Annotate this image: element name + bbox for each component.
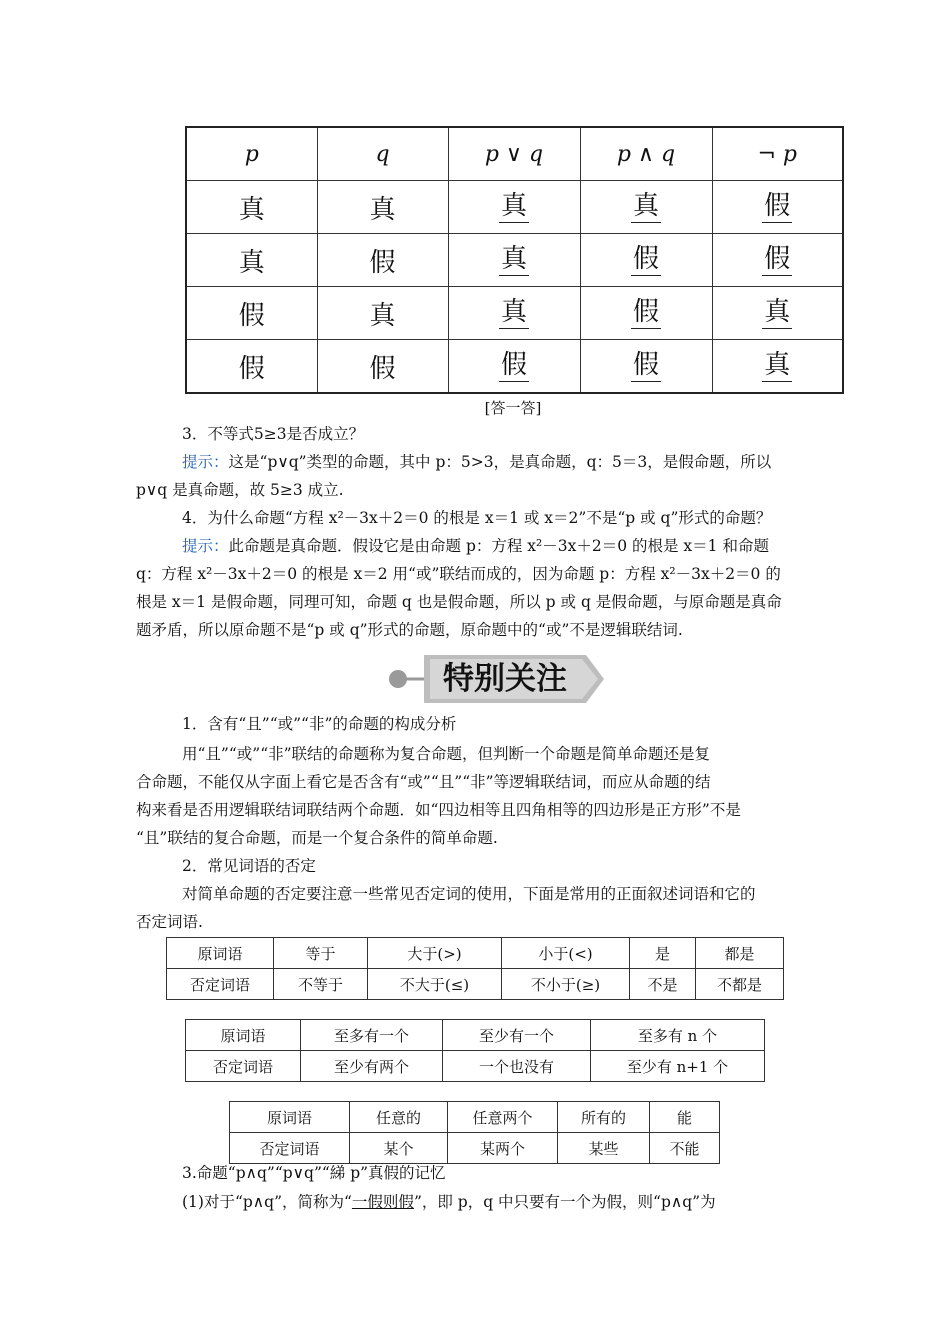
negation-table-2 <box>185 1019 765 1082</box>
answer-cell <box>580 234 712 287</box>
answer-value: 假 <box>500 350 527 381</box>
section-2-line-1: 对简单命题的否定要注意一些常见否定词的使用，下面是常用的正面叙述词语和它的 <box>182 885 756 903</box>
section-1-heading: 1．含有“且”“或”“非”的命题的构成分析 <box>182 715 457 733</box>
table-cell: 某个 <box>350 1133 448 1164</box>
table-row <box>167 938 784 969</box>
table-cell: 原词语 <box>167 938 274 969</box>
table-cell: 真 <box>186 234 317 287</box>
section-1-line-4: “且”联结的复合命题，而是一个复合条件的简单命题. <box>136 829 498 847</box>
table-cell: 某两个 <box>448 1133 558 1164</box>
table-cell: 小于(<) <box>502 938 630 969</box>
answer-cell <box>448 234 580 287</box>
answer-value: 真 <box>632 191 659 222</box>
section-3-line-1 <box>182 1192 716 1212</box>
table-row <box>186 181 843 234</box>
table-cell: 原词语 <box>186 1020 301 1051</box>
table-cell: 所有的 <box>558 1102 650 1133</box>
table-cell: 不大于(≤) <box>368 969 502 1000</box>
table-cell: 任意的 <box>350 1102 448 1133</box>
table-row <box>186 1051 765 1082</box>
answer-value: 真 <box>500 297 527 328</box>
header-cell: ¬ p <box>712 127 843 181</box>
header-cell: p ∨ q <box>448 127 580 181</box>
table-cell: 等于 <box>274 938 368 969</box>
table-cell: 不能 <box>650 1133 720 1164</box>
answer-value: 假 <box>632 297 659 328</box>
table-row <box>230 1133 720 1164</box>
answer-value: 真 <box>764 350 791 381</box>
answer-value: 假 <box>632 350 659 381</box>
answer-cell <box>448 287 580 340</box>
answer-value: 假 <box>764 244 791 275</box>
table-cell: 能 <box>650 1102 720 1133</box>
answer-value: 真 <box>764 297 791 328</box>
hint-4-line-1 <box>182 536 769 556</box>
answer-value: 真 <box>500 191 527 222</box>
answer-cell <box>448 181 580 234</box>
banner-dot-icon <box>389 670 407 688</box>
answer-value: 假 <box>632 244 659 275</box>
table-row <box>186 1020 765 1051</box>
answer-cell <box>580 340 712 394</box>
text-segment: ”，即 p，q 中只要有一个为假，则“p∧q”为 <box>413 1193 716 1211</box>
table-cell: 都是 <box>696 938 784 969</box>
table-cell: 否定词语 <box>167 969 274 1000</box>
answer-cell <box>448 340 580 394</box>
hint-label: 提示： <box>182 453 229 471</box>
table-cell: 假 <box>317 340 448 394</box>
section-2-heading: 2．常见词语的否定 <box>182 857 316 875</box>
table-row <box>186 234 843 287</box>
table-cell: 是 <box>630 938 696 969</box>
table-row <box>167 969 784 1000</box>
answer-value: 假 <box>764 191 791 222</box>
table-cell: 不都是 <box>696 969 784 1000</box>
section-caption: [答一答] <box>484 399 542 417</box>
table-cell: 至少有两个 <box>301 1051 443 1082</box>
table-cell: 否定词语 <box>230 1133 350 1164</box>
negation-table-3 <box>229 1101 720 1164</box>
table-cell: 一个也没有 <box>443 1051 591 1082</box>
answer-cell <box>580 181 712 234</box>
answer-cell <box>712 340 843 394</box>
table-cell: 否定词语 <box>186 1051 301 1082</box>
section-1-line-3: 构来看是否用逻辑联结词联结两个命题．如“四边相等且四角相等的四边形是正方形”不是 <box>136 801 741 819</box>
table-cell: 假 <box>186 287 317 340</box>
truth-table-header-row <box>186 127 843 181</box>
answer-cell <box>712 287 843 340</box>
table-cell: 原词语 <box>230 1102 350 1133</box>
section-1-line-1: 用“且”“或”“非”联结的命题称为复合命题，但判断一个命题是简单命题还是复 <box>182 745 711 763</box>
truth-table <box>185 126 844 394</box>
table-cell: 至多有一个 <box>301 1020 443 1051</box>
table-cell: 不等于 <box>274 969 368 1000</box>
table-cell: 至多有 n 个 <box>591 1020 765 1051</box>
table-cell: 真 <box>186 181 317 234</box>
table-cell: 至少有一个 <box>443 1020 591 1051</box>
section-1-line-2: 合命题，不能仅从字面上看它是否含有“或”“且”“非”等逻辑联结词，而应从命题的结 <box>136 773 711 791</box>
question-3: 3．不等式5≥3是否成立？ <box>182 425 365 443</box>
hint-label: 提示： <box>182 537 229 555</box>
question-4: 4．为什么命题“方程 x²－3x＋2＝0 的根是 x＝1 或 x＝2”不是“p 或 q”形式的命题？ <box>182 509 772 527</box>
negation-table-1 <box>166 937 784 1000</box>
hint-4-line-4: 题矛盾，所以原命题不是“p 或 q”形式的命题，原命题中的“或”不是逻辑联结词. <box>136 621 683 639</box>
hint-4-line-3: 根是 x＝1 是假命题，同理可知，命题 q 也是假命题，所以 p 或 q 是假命题，与原命题是真命 <box>136 593 782 611</box>
table-row <box>186 340 843 394</box>
header-cell: p <box>186 127 317 181</box>
section-3-heading: 3.命题“p∧q”“p∨q”“綈 p”真假的记忆 <box>182 1164 446 1182</box>
text-segment: (1)对于“p∧q”，简称为“ <box>182 1193 352 1211</box>
table-cell: 大于(>) <box>368 938 502 969</box>
answer-cell <box>712 234 843 287</box>
table-cell: 至少有 n+1 个 <box>591 1051 765 1082</box>
hint-text: 这是“p∨q”类型的命题，其中 p：5>3，是真命题，q：5＝3，是假命题，所以 <box>228 453 772 471</box>
table-cell: 任意两个 <box>448 1102 558 1133</box>
section-2-line-2: 否定词语. <box>136 913 203 931</box>
hint-3-line-1 <box>182 452 771 472</box>
header-cell: q <box>317 127 448 181</box>
table-cell: 不是 <box>630 969 696 1000</box>
hint-4-line-2: q：方程 x²－3x＋2＝0 的根是 x＝2 用“或”联结而成的，因为命题 p：方程 x²－3x＋2＝0 的 <box>136 565 781 583</box>
banner-title: 特别关注 <box>443 661 567 697</box>
underlined-phrase: 一假则假 <box>351 1193 414 1211</box>
table-cell: 假 <box>186 340 317 394</box>
header-cell: p ∧ q <box>580 127 712 181</box>
table-cell: 真 <box>317 181 448 234</box>
table-row <box>230 1102 720 1133</box>
table-cell: 假 <box>317 234 448 287</box>
table-cell: 不小于(≥) <box>502 969 630 1000</box>
table-row <box>186 287 843 340</box>
hint-3-line-2: p∨q 是真命题，故 5≥3 成立. <box>136 481 344 499</box>
table-cell: 某些 <box>558 1133 650 1164</box>
answer-cell <box>580 287 712 340</box>
hint-text: 此命题是真命题．假设它是由命题 p：方程 x²－3x＋2＝0 的根是 x＝1 和命题 <box>228 537 769 555</box>
table-cell: 真 <box>317 287 448 340</box>
answer-cell <box>712 181 843 234</box>
answer-value: 真 <box>500 244 527 275</box>
